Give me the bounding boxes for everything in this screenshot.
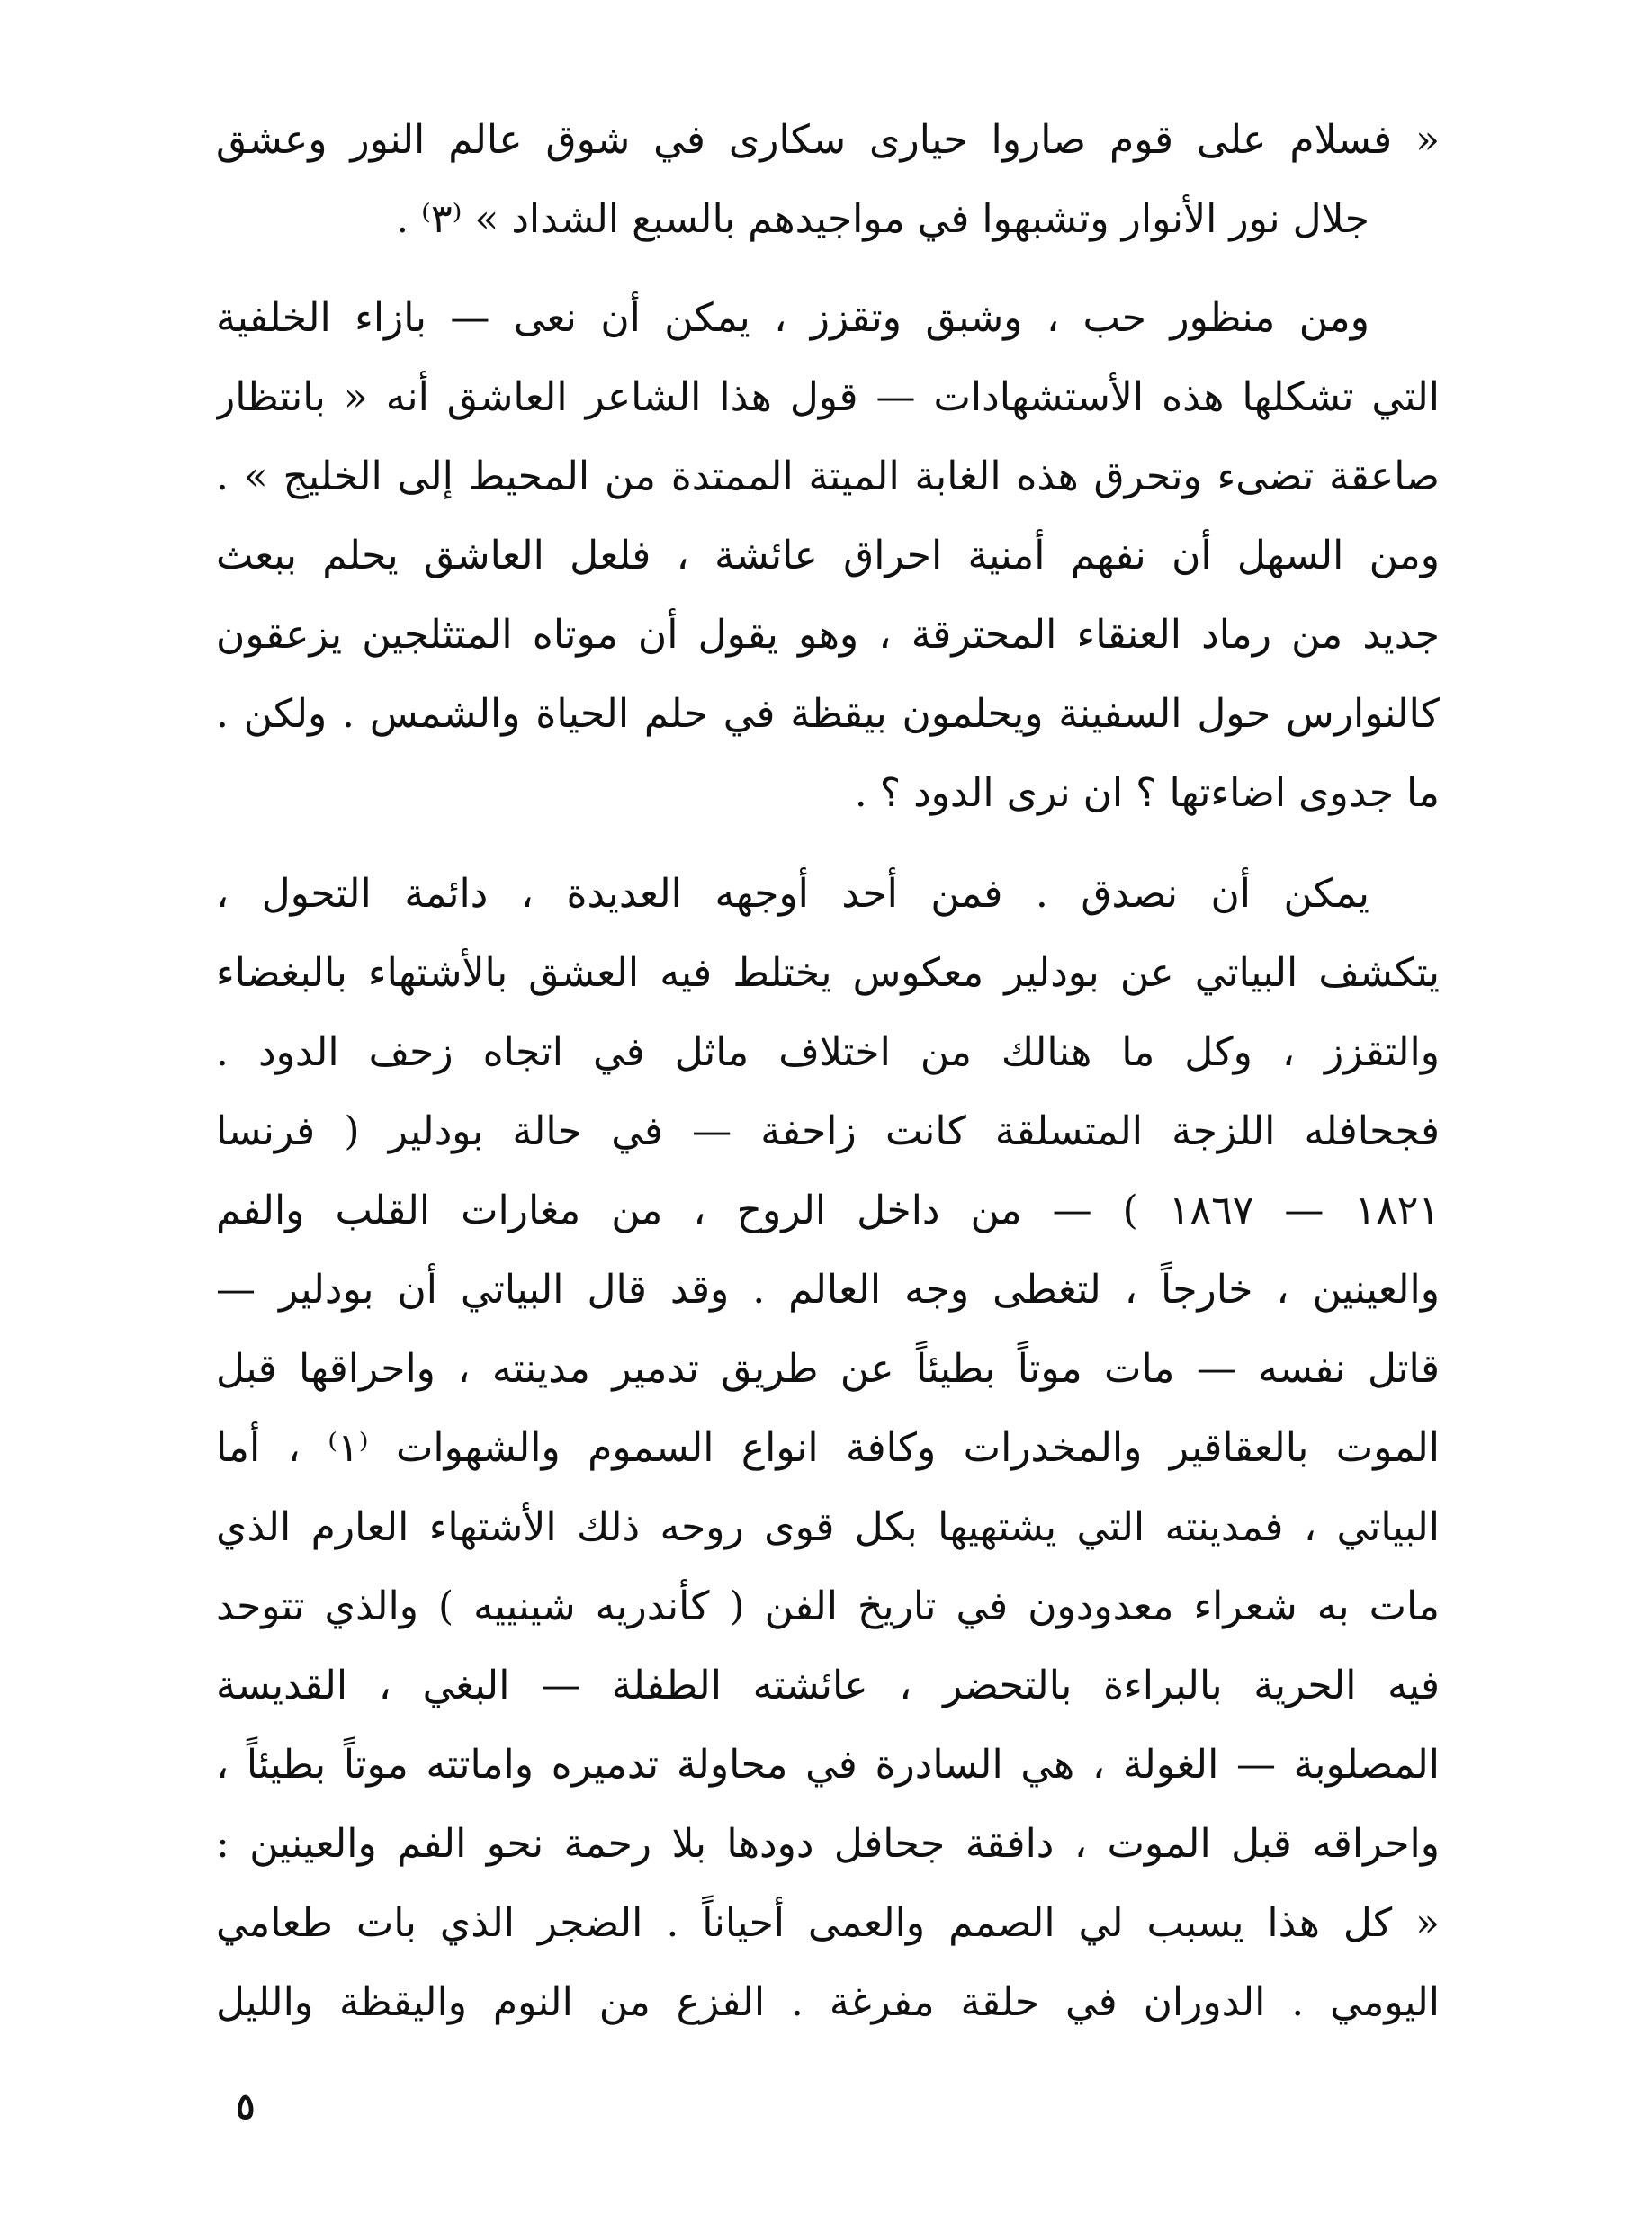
text-line: جلال نور الأنوار وتشبهوا في مواجيدهم بالسبع الشداد » ⁽٣⁾ .: [396, 196, 1369, 242]
text-line: ١٨٢١ — ١٨٦٧ ) — من داخل الروح ، من مغارات القلب والفم: [216, 1188, 1440, 1233]
text-line: صاعقة تضىء وتحرق هذه الغابة الميتة الممتدة من المحيط إلى الخليج » .: [216, 453, 1440, 499]
page-number: ٥: [236, 2085, 256, 2128]
text-line: يمكن أن نصدق . فمن أحد أوجهه العديدة ، دائمة التحول ،: [216, 871, 1369, 917]
text-line: والتقزز ، وكل ما هنالك من اختلاف ماثل في اتجاه زحف الدود .: [216, 1029, 1440, 1075]
text-line: « فسلام على قوم صاروا حيارى سكارى في شوق عالم النور وعشق: [216, 117, 1440, 163]
text-line: التي تشكلها هذه الأستشهادات — قول هذا الشاعر العاشق أنه « بانتظار: [216, 374, 1440, 420]
text-line: والعينين ، خارجاً ، لتغطى وجه العالم . وقد قال البياتي أن بودلير —: [216, 1267, 1440, 1313]
text-line: اليومي . الدوران في حلقة مفرغة . الفزع من النوم واليقظة والليل: [216, 1979, 1440, 2025]
paragraph-body-1: [216, 279, 1440, 833]
text-line: مات به شعراء معدودون في تاريخ الفن ( كأندريه شينييه ) والذي تتوحد: [216, 1583, 1440, 1629]
text-line: قاتل نفسه — مات موتاً بطيئاً عن طريق تدمير مدينته ، واحراقها قبل: [216, 1346, 1440, 1392]
text-line: فجحافله اللزجة المتسلقة كانت زاحفة — في حالة بودلير ( فرنسا: [216, 1108, 1440, 1154]
text-line: واحراقه قبل الموت ، دافقة جحافل دودها بلا رحمة نحو الفم والعينين :: [216, 1821, 1440, 1867]
text-line: المصلوبة — الغولة ، هي السادرة في محاولة تدميره واماتته موتاً بطيئاً ،: [216, 1742, 1440, 1788]
text-line: كالنوارس حول السفينة ويحلمون بيقظة في حلم الحياة والشمس . ولكن .: [216, 691, 1440, 737]
text-line: جديد من رماد العنقاء المحترقة ، وهو يقول أن موتاه المتثلجين يزعقون: [216, 612, 1440, 658]
paragraph-quote: [216, 101, 1440, 259]
paragraph-body-2: [216, 855, 1440, 2042]
text-line: ومن منظور حب ، وشبق وتقزز ، يمكن أن نعى — بازاء الخلفية: [216, 295, 1369, 341]
text-line: ومن السهل أن نفهم أمنية احراق عائشة ، فلعل العاشق يحلم ببعث: [216, 533, 1440, 578]
text-line: « كل هذا يسبب لي الصمم والعمى أحياناً . الضجر الذي بات طعامي: [216, 1900, 1440, 1946]
text-line: البياتي ، فمدينته التي يشتهيها بكل قوى روحه ذلك الأشتهاء العارم الذي: [216, 1504, 1440, 1550]
text-line: الموت بالعقاقير والمخدرات وكافة انواع السموم والشهوات ⁽١⁾ ، أما: [216, 1425, 1440, 1471]
text-line: فيه الحرية بالبراءة بالتحضر ، عائشته الطفلة — البغي ، القديسة: [216, 1663, 1440, 1708]
text-line: يتكشف البياتي عن بودلير معكوس يختلط فيه العشق بالأشتهاء بالبغضاء: [216, 950, 1440, 996]
text-line: ما جدوى اضاءتها ؟ ان نرى الدود ؟ .: [854, 770, 1440, 816]
